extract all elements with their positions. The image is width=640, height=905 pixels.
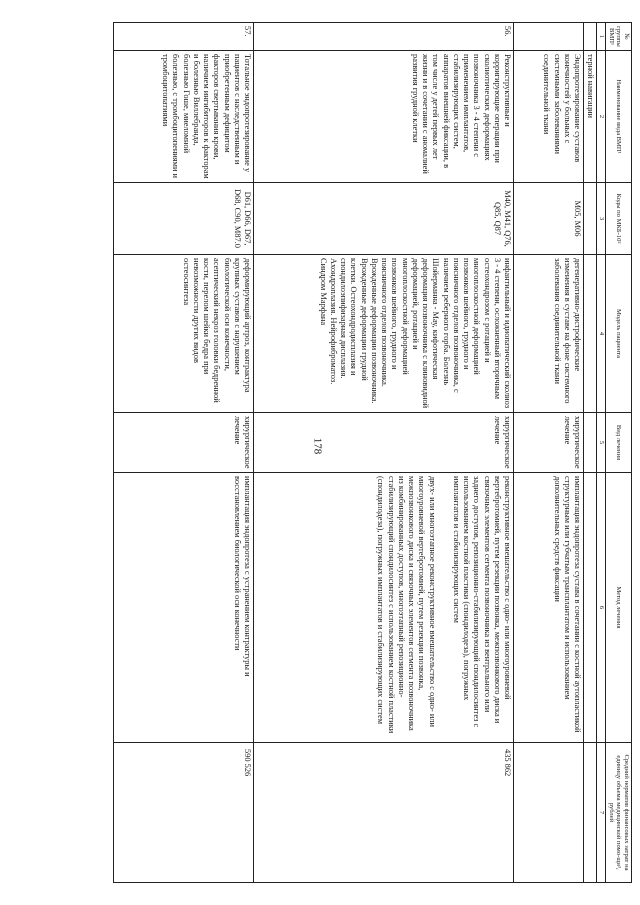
header-treatment-method: Метод лечения <box>606 473 632 743</box>
column-number: 6 <box>597 473 606 743</box>
column-number: 5 <box>597 413 606 473</box>
table-row <box>254 23 514 883</box>
column-number: 4 <box>597 255 606 413</box>
header-patient-model: Модель пациента <box>606 255 632 413</box>
row-treatment-type: хирургическое лечение <box>514 413 584 473</box>
method-option-1: реконструктивное вмешательство с одно- или многоуровневой вертебротомией, путем резекции позвонка, межпозвонкового диска и связочных элементов сегмента позвоночника из вентрального или заднего доступов, репозиционно-стабилизирующий спондилосинтез с использованием костной пластики (спондилодеза), погружных имплантатов и стабилизирующих систем <box>451 476 513 728</box>
column-number: 2 <box>597 51 606 183</box>
column-number: 7 <box>597 743 606 883</box>
row-number: 57. <box>114 23 254 51</box>
empty-cell <box>584 743 597 883</box>
row-method: имплантация эндопротеза сустава в сочетании с костной аутопластикой структурным или губчатым трансплантатом и использованием дополнительных средств фиксации <box>514 473 584 743</box>
header-group-number: № группы ВМП¹ <box>606 23 632 51</box>
row-codes: M40, M41, Q76, Q85, Q87 <box>254 183 514 255</box>
empty-cell <box>584 183 597 255</box>
row-number: 56. <box>254 23 514 51</box>
row-treatment-type: хирургическое лечение <box>114 413 254 473</box>
row-treatment-type: хирургическое лечение <box>254 413 514 473</box>
row-patient-model: инфантильный и идиопатический сколиоз 3 - 4 степени, осложненный вторичным остеохондрозом с ротацией и многоплоскостной деформацией позвонков шейного, грудного и поясничного отделов позвоночника, с наличием реберного горба. Болезнь Шойерманна - Мау, кифотическая деформация позвоночника с клиновидной деформацией, ротацией и многоплоскостной деформацией позвонков шейного, грудного и поясничного отделов позвоночника. Врожденные деформации позвоночника. Врожденные деформации грудной клетки. Остеохондродисплазия и спондилоэпифизарная дисплазия. Ахондроплазия. Нейрофиброматоз. Синдром Марфана <box>254 255 514 413</box>
column-number: 1 <box>597 23 606 51</box>
header-treatment-type: Вид лечения <box>606 413 632 473</box>
row-codes: D61, D66, D67, D68, C90, M87.0 <box>114 183 254 255</box>
rotated-table-container <box>52 22 632 882</box>
header-cost-standard: Средний норматив финансовых затрат на единицу объема медицинской помо-щи³, рублей <box>606 743 632 883</box>
row-patient-model: дегенеративно-дистрофические изменения в суставе на фоне системного заболевания соединительной ткани <box>514 255 584 413</box>
header-row <box>606 23 632 883</box>
column-number-row <box>597 23 606 883</box>
page-number: 178 <box>311 437 324 455</box>
row-name: Эндопротезирование суставов конечностей у больных с системными заболеваниями соединительной ткани <box>514 51 584 183</box>
column-number: 3 <box>597 183 606 255</box>
table-row <box>114 23 254 883</box>
row-codes: M05, M06 <box>514 183 584 255</box>
empty-cell <box>584 413 597 473</box>
empty-cell <box>584 255 597 413</box>
row-name: Реконструктивные и корригирующие операции при сколиотических деформациях позвоночника 3 - 4 степени с применением имплантатов, стабилизирующих систем, аппаратов внешней фиксации, в том числе у детей первых лет жизни и в сочетании с аномалией развития грудной клетки <box>254 51 514 183</box>
row-method <box>254 473 514 743</box>
row-price: 590 526 <box>114 743 254 883</box>
row-name: терной навигации <box>584 51 597 183</box>
row-method: имплантация эндопротеза с устранением контрактуры и восстановлением биологической оси конечности <box>114 473 254 743</box>
row-number <box>514 23 584 51</box>
row-name: Тотальное эндопротезирование у пациентов с наследственным и приобретенным дефицитом факторов свертывания крови, наличием ингибиторов к факторам и болезнью Виллебранда, болезнью Гоше, миеломной болезнью, с тромбоцитопениями и тромбоцитопатиями <box>114 51 254 183</box>
empty-cell <box>584 473 597 743</box>
vmp-table <box>113 22 632 883</box>
row-price <box>514 743 584 883</box>
row-number <box>584 23 597 51</box>
header-icd-codes: Коды по МКБ-10² <box>606 183 632 255</box>
table-row-continuation <box>584 23 597 883</box>
method-option-2: двух- или многоэтапное реконструктивное вмешательство с одно- или многоуровневой вертебротомией, путем резекции позвонка, межпозвонкового диска и связочных элементов сегмента позвоночника из комбинированных доступов, многоэтапный репозиционно-стабилизирующий спондилосинтез с использованием костной пластики (спондилодеза), погружных имплантатов и стабилизирующих систем <box>376 476 437 734</box>
table-row <box>514 23 584 883</box>
row-price: 435 862 <box>254 743 514 883</box>
header-vmp-name: Наименование вида ВМП¹ <box>606 51 632 183</box>
row-patient-model: деформирующий артроз, контрактура крупных суставов с нарушением биологической оси конечности, асептический некроз головки бедренной кости, перелом шейки бедра при невозможности других видов остеосинтеза <box>114 255 254 413</box>
